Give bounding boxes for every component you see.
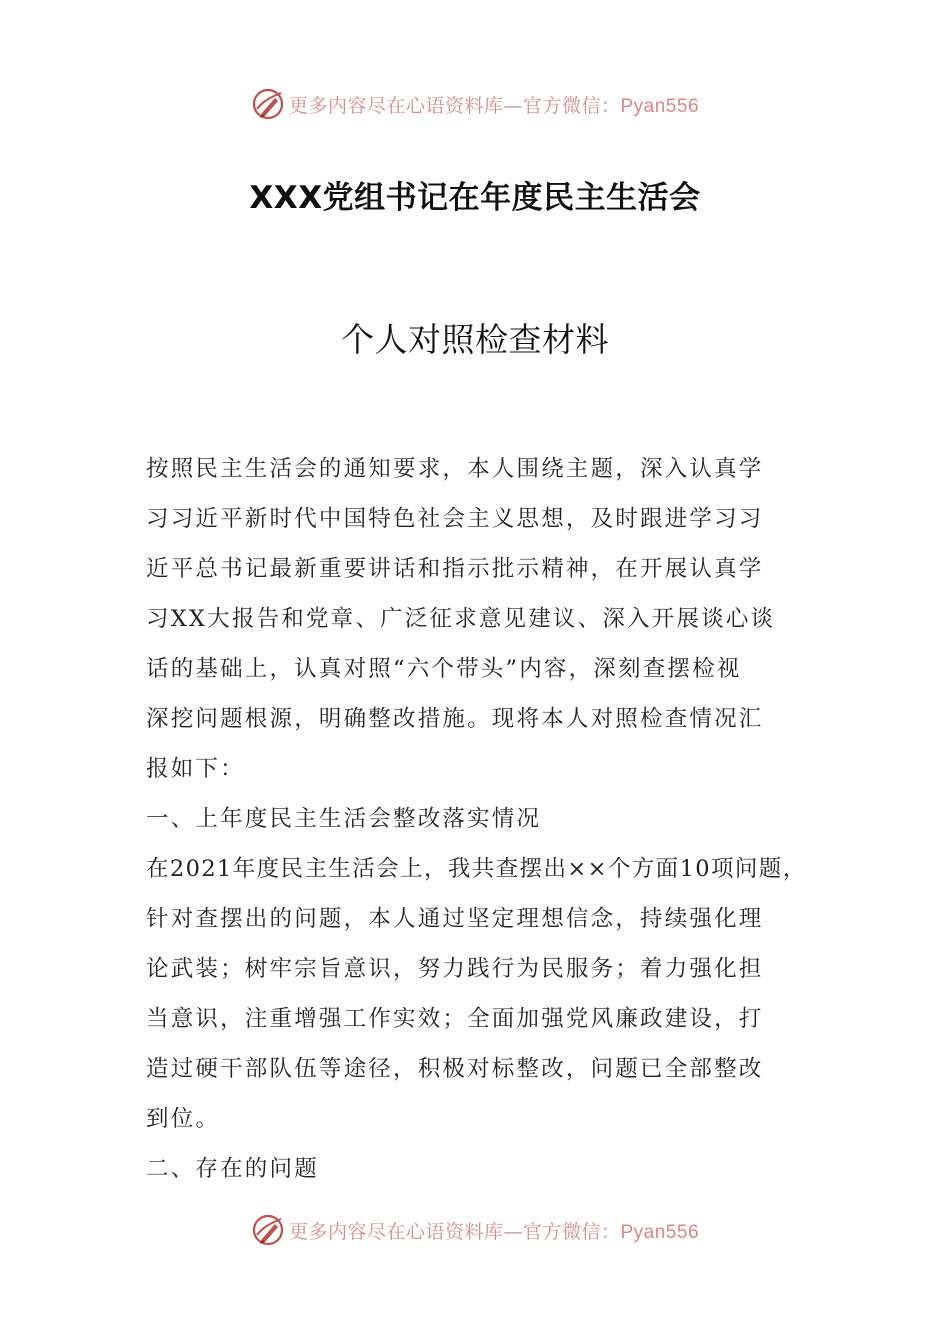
- paragraph-line: 习XX大报告和党章、广泛征求意见建议、深入开展谈心谈: [146, 606, 776, 632]
- paragraph-line: 针对查摆出的问题，本人通过坚定理想信念，持续强化理: [146, 906, 764, 932]
- paragraph-line: 近平总书记最新重要讲话和指示批示精神，在开展认真学: [146, 556, 764, 582]
- paragraph-line: 话的基础上，认真对照“六个带头”内容，深刻查摆检视: [146, 656, 742, 682]
- document-subtitle: 个人对照检查材料: [341, 320, 609, 359]
- pen-logo-icon: [251, 1213, 285, 1247]
- paragraph-line: 按照民主生活会的通知要求，本人围绕主题，深入认真学: [146, 456, 764, 482]
- watermark-text: 更多内容尽在心语资料库—官方微信：Pyan556: [288, 94, 700, 117]
- paragraph-line: 到位。: [146, 1106, 221, 1132]
- paragraph-line: 在2021年度民主生活会上，我共查摆出××个方面10项问题，: [146, 856, 807, 882]
- paragraph-line: 论武装；树牢宗旨意识，努力践行为民服务；着力强化担: [146, 956, 764, 982]
- watermark-header: [0, 84, 950, 124]
- paragraph-line: 报如下：: [146, 756, 245, 782]
- paragraph-line: 深挖问题根源，明确整改措施。现将本人对照检查情况汇: [146, 706, 764, 732]
- section-heading-2: 二、存在的问题: [146, 1156, 319, 1182]
- watermark-text: 更多内容尽在心语资料库—官方微信：Pyan556: [288, 1220, 700, 1243]
- section-heading-1: 一、上年度民主生活会整改落实情况: [146, 806, 542, 832]
- pen-logo-icon: [251, 87, 285, 121]
- paragraph-line: 习习近平新时代中国特色社会主义思想，及时跟进学习习: [146, 506, 764, 532]
- document-title: XXX党组书记在年度民主生活会: [249, 180, 701, 216]
- paragraph-line: 造过硬干部队伍等途径，积极对标整改，问题已全部整改: [146, 1056, 764, 1082]
- watermark-footer: [0, 1210, 950, 1250]
- body-text: [146, 444, 810, 1194]
- paragraph-line: 当意识，注重增强工作实效；全面加强党风廉政建设，打: [146, 1006, 764, 1032]
